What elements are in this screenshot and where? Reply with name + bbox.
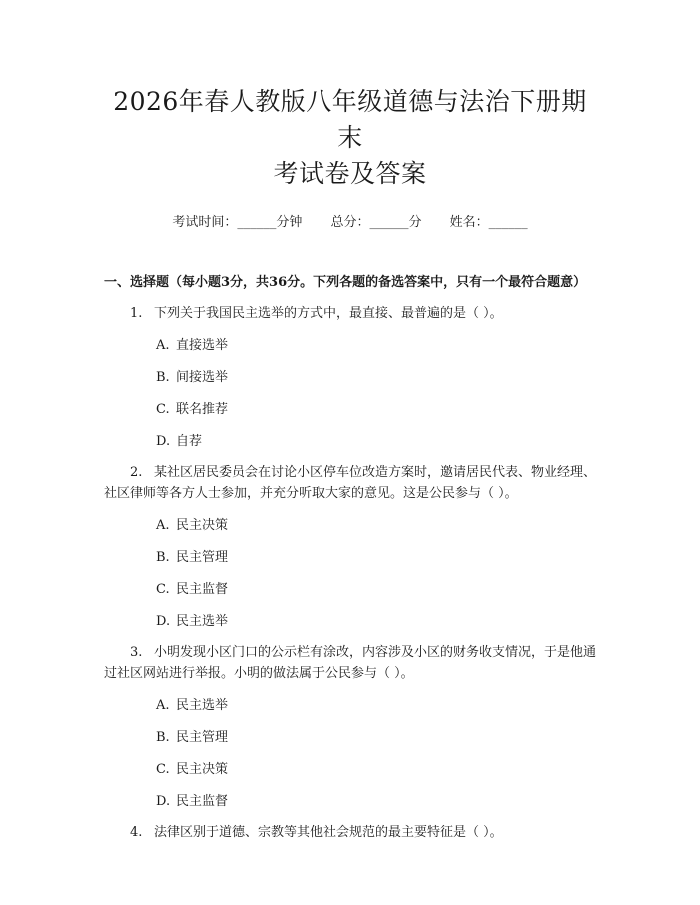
option-letter: D.	[156, 794, 171, 809]
answer-option	[104, 399, 596, 420]
option-text: 民主决策	[176, 762, 229, 777]
option-letter: D.	[156, 614, 171, 629]
exam-time-field: 考试时间：______分钟	[172, 215, 303, 230]
option-letter: A.	[156, 518, 170, 533]
question-number: 2.	[130, 465, 143, 480]
question-item	[104, 642, 596, 684]
question-list	[104, 303, 596, 843]
option-letter: B.	[156, 730, 170, 745]
option-text: 直接选举	[176, 338, 229, 353]
option-text: 民主管理	[176, 730, 229, 745]
question-number: 1.	[130, 306, 143, 321]
exam-score-field: 总分：______分	[330, 215, 422, 230]
answer-option	[104, 515, 596, 536]
option-letter: B.	[156, 370, 170, 385]
exam-name-field: 姓名：______	[449, 215, 528, 230]
exam-info-line	[104, 214, 596, 232]
question-item	[104, 303, 596, 324]
option-text: 民主选举	[176, 698, 229, 713]
exam-title-line1: 2026年春人教版八年级道德与法治下册期末	[113, 87, 587, 152]
option-text: 民主决策	[176, 518, 229, 533]
option-letter: B.	[156, 550, 170, 565]
answer-option	[104, 759, 596, 780]
answer-option	[104, 695, 596, 716]
answer-option	[104, 579, 596, 600]
exam-title-line2: 考试卷及答案	[273, 159, 427, 188]
option-text: 民主监督	[176, 582, 229, 597]
question-number: 3.	[130, 645, 143, 660]
question-item	[104, 462, 596, 504]
option-letter: A.	[156, 338, 170, 353]
question-text: 某社区居民委员会在讨论小区停车位改造方案时，邀请居民代表、物业经理、社区律师等各方人士参加，并充分听取大家的意见。这是公民参与（ ）。	[104, 465, 597, 501]
answer-option	[104, 791, 596, 812]
answer-option	[104, 431, 596, 452]
option-letter: C.	[156, 402, 170, 417]
option-text: 自荐	[176, 434, 203, 449]
question-text: 小明发现小区门口的公示栏有涂改，内容涉及小区的财务收支情况，于是他通过社区网站进行举报。小明的做法属于公民参与（ ）。	[104, 645, 597, 681]
option-text: 间接选举	[176, 370, 229, 385]
answer-option	[104, 367, 596, 388]
option-text: 民主管理	[176, 550, 229, 565]
option-text: 民主监督	[176, 794, 229, 809]
question-item	[104, 822, 596, 843]
option-letter: C.	[156, 582, 170, 597]
option-letter: C.	[156, 762, 170, 777]
answer-option	[104, 547, 596, 568]
section-heading-choice: 一、选择题（每小题3分，共36分。下列各题的备选答案中，只有一个最符合题意）	[104, 275, 587, 290]
answer-option	[104, 611, 596, 632]
question-text: 下列关于我国民主选举的方式中，最直接、最普遍的是（ ）。	[154, 306, 503, 321]
answer-option	[104, 335, 596, 356]
exam-title	[104, 84, 596, 192]
answer-option	[104, 727, 596, 748]
option-text: 民主选举	[176, 614, 229, 629]
option-letter: A.	[156, 698, 170, 713]
option-text: 联名推荐	[176, 402, 229, 417]
question-text: 法律区别于道德、宗教等其他社会规范的最主要特征是（ ）。	[154, 825, 503, 840]
option-letter: D.	[156, 434, 171, 449]
question-number: 4.	[130, 825, 143, 840]
